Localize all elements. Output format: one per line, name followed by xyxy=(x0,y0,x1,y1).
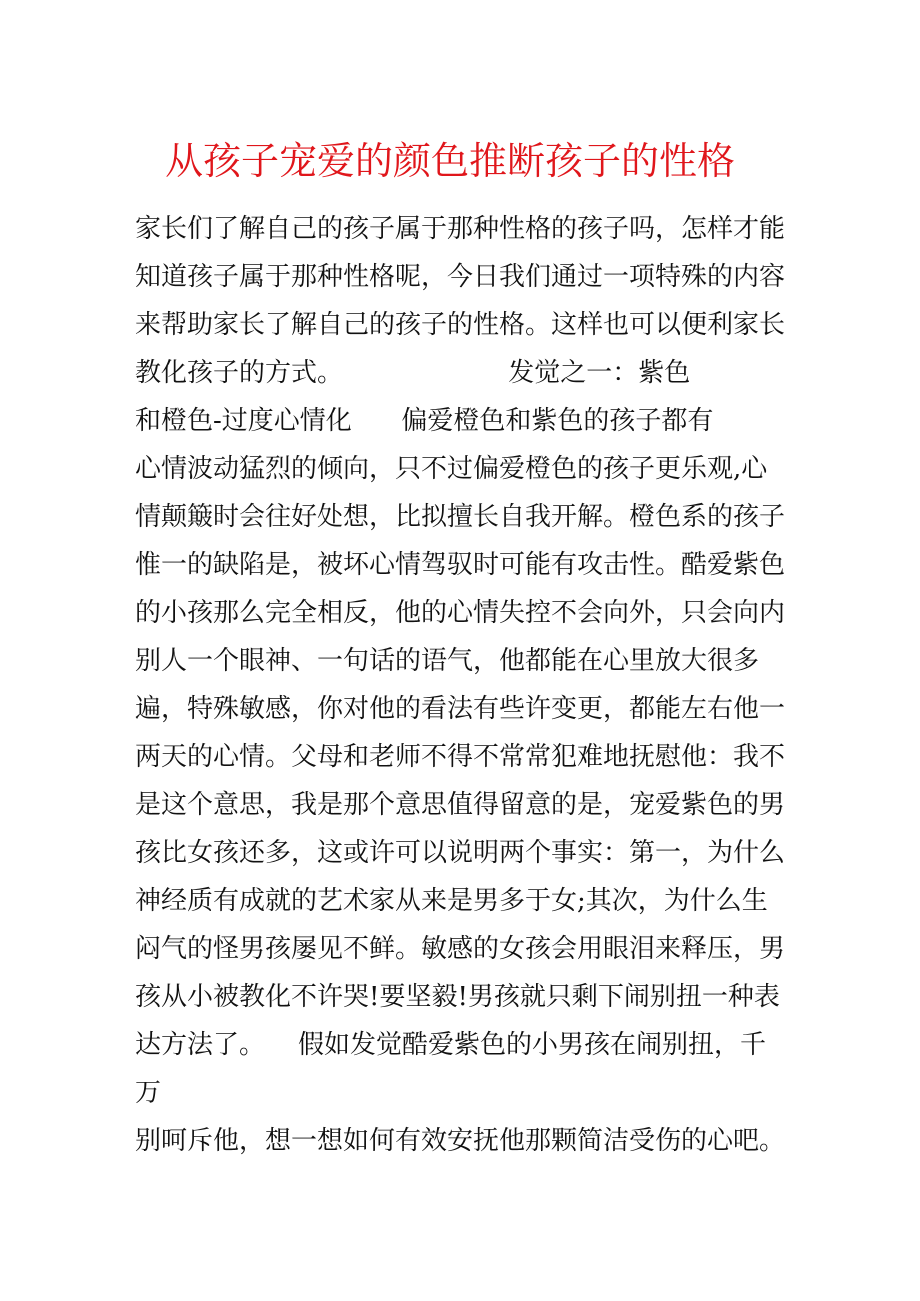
body-line: 心情波动猛烈的倾向，只不过偏爱橙色的孩子更乐观,心 xyxy=(135,454,768,484)
body-line: 惟一的缺陷是，被坏心情驾驭时可能有攻击性。酷爱紫色 xyxy=(135,550,786,580)
body-line: 达方法了。 假如发觉酷爱紫色的小男孩在闹别扭，千 xyxy=(135,1030,767,1060)
document-body xyxy=(135,205,795,1165)
body-line: 孩从小被教化不许哭!要坚毅!男孩就只剩下闹别扭一种表 xyxy=(135,982,780,1012)
body-line: 是这个意思，我是那个意思值得留意的是，宠爱紫色的男 xyxy=(135,790,786,820)
document-title: 从孩子宠爱的颜色推断孩子的性格 xyxy=(164,139,735,183)
body-line: 万 xyxy=(135,1078,162,1108)
body-line: 和橙色-过度心情化 偏爱橙色和紫色的孩子都有 xyxy=(135,406,714,436)
body-line: 神经质有成就的艺术家从来是男多于女;其次，为什么生 xyxy=(135,886,768,916)
body-line: 家长们了解自己的孩子属于那种性格的孩子吗，怎样才能 xyxy=(135,214,786,244)
body-line: 别呵斥他，想一想如何有效安抚他那颗简洁受伤的心吧。 xyxy=(135,1126,786,1156)
body-line: 闷气的怪男孩屡见不鲜。敏感的女孩会用眼泪来释压，男 xyxy=(135,934,786,964)
body-line: 教化孩子的方式。 发觉之一：紫色 xyxy=(135,358,691,388)
body-line: 别人一个眼神、一句话的语气，他都能在心里放大很多 xyxy=(135,646,760,676)
body-line: 来帮助家长了解自己的孩子的性格。这样也可以便利家长 xyxy=(135,310,786,340)
body-line: 的小孩那么完全相反，他的心情失控不会向外，只会向内 xyxy=(135,598,786,628)
body-line: 知道孩子属于那种性格呢，今日我们通过一项特殊的内容 xyxy=(135,262,786,292)
body-line: 遍，特殊敏感，你对他的看法有些许变更，都能左右他一 xyxy=(135,694,786,724)
body-line: 两天的心情。父母和老师不得不常常犯难地抚慰他：我不 xyxy=(135,742,786,772)
body-line: 孩比女孩还多，这或许可以说明两个事实：第一，为什么 xyxy=(135,838,786,868)
body-line: 情颠簸时会往好处想，比拟擅长自我开解。橙色系的孩子 xyxy=(135,502,786,532)
